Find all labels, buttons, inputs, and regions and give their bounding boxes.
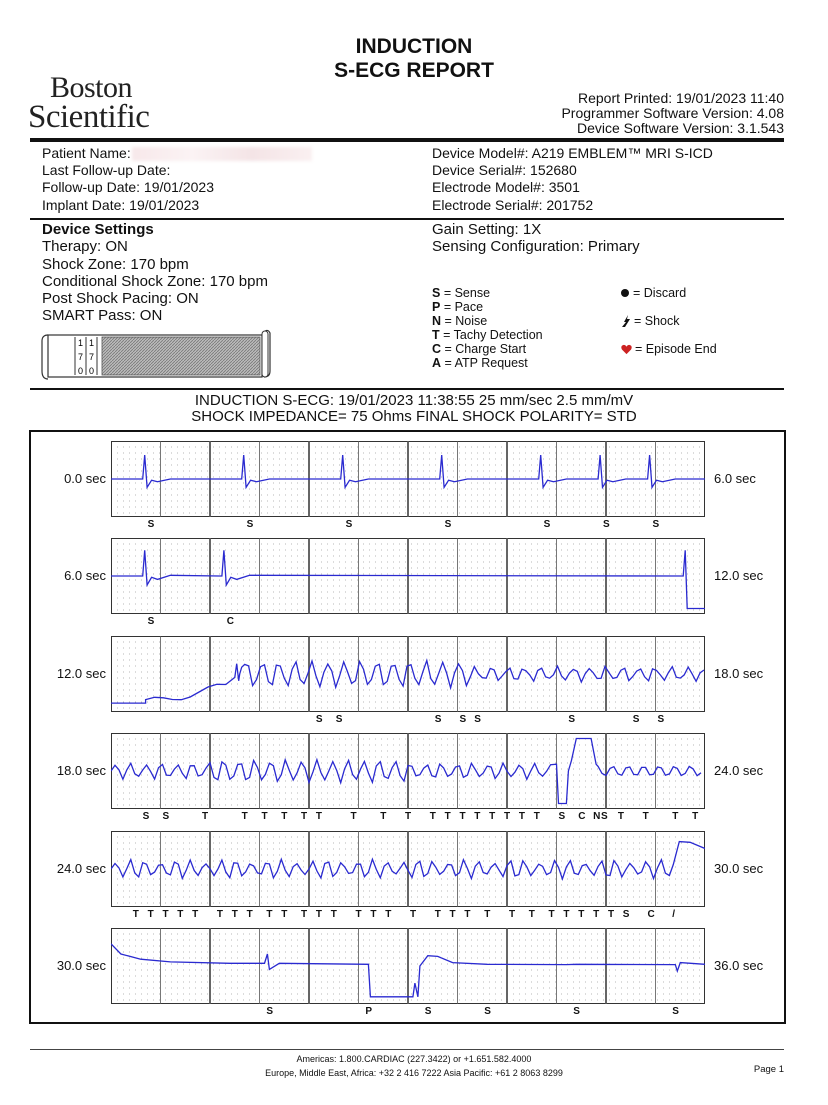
ecg-marker: P: [365, 1006, 373, 1017]
ecg-marker: T: [261, 811, 268, 822]
ecg-marker: T: [489, 811, 496, 822]
ecg-marker: T: [380, 811, 387, 822]
ecg-marker: S: [558, 811, 566, 822]
patient-name-label: Patient Name:: [42, 145, 131, 161]
scroll-digit-7a: 7: [78, 352, 84, 362]
ecg-trace-row: [111, 636, 705, 712]
legend-key: P: [432, 300, 441, 314]
legend-item: [432, 314, 543, 328]
legend-key: A: [432, 356, 442, 370]
row-end-time: 30.0 sec: [714, 861, 764, 876]
ecg-marker: T: [528, 909, 535, 920]
legend-text: = Sense: [440, 286, 491, 300]
ecg-marker: S: [444, 519, 452, 530]
logo-line1: Boston: [50, 71, 133, 104]
report-title-line2: S-ECG REPORT: [334, 59, 494, 82]
ecg-marker: T: [147, 909, 154, 920]
ecg-marker: T: [518, 811, 525, 822]
row-end-time: 36.0 sec: [714, 958, 764, 973]
programmer-software-version: Programmer Software Version: 4.08: [561, 105, 784, 121]
legend-text: = Charge Start: [441, 342, 527, 356]
ecg-marker: T: [281, 909, 288, 920]
scroll-digit-1a: 1: [78, 338, 84, 348]
page-number: Page 1: [753, 1064, 784, 1075]
ecg-marker: C: [226, 616, 235, 627]
therapy-setting: Therapy: ON: [42, 238, 128, 255]
ecg-marker: T: [434, 909, 441, 920]
strip-header-line2: SHOCK IMPEDANCE= 75 Ohms FINAL SHOCK POLARITY= STD: [191, 408, 637, 425]
ecg-marker: T: [429, 811, 436, 822]
ecg-marker: T: [385, 909, 392, 920]
ecg-marker: T: [617, 811, 624, 822]
ecg-marker: S: [246, 519, 254, 530]
patient-divider: [30, 218, 784, 220]
ecg-marker: T: [548, 909, 555, 920]
ecg-marker: T: [533, 811, 540, 822]
ecg-marker: S: [434, 714, 442, 725]
ecg-marker: T: [266, 909, 273, 920]
ecg-marker: S: [652, 519, 660, 530]
legend-shock-text: = Shock: [634, 314, 680, 328]
ecg-marker: S: [147, 616, 155, 627]
row-end-time: 12.0 sec: [714, 568, 764, 583]
legend-shock: [621, 314, 680, 328]
legend-text: = Noise: [441, 314, 488, 328]
ecg-marker: S: [315, 714, 323, 725]
ecg-marker: T: [504, 811, 511, 822]
scroll-digit-0a: 0: [78, 366, 84, 376]
ecg-marker: T: [370, 909, 377, 920]
ecg-marker: T: [350, 811, 357, 822]
ecg-marker: T: [355, 909, 362, 920]
discard-dot-icon: [621, 289, 629, 297]
ecg-marker: T: [484, 909, 491, 920]
ecg-marker: S: [266, 1006, 274, 1017]
sensing-configuration: Sensing Configuration: Primary: [432, 238, 640, 255]
legend-item: [432, 342, 543, 356]
legend-episode-end: [621, 342, 717, 356]
legend-discard: [621, 286, 686, 300]
ecg-marker: S: [147, 519, 155, 530]
ecg-marker: T: [162, 909, 169, 920]
boston-scientific-logo: [28, 71, 150, 135]
smart-pass-setting: SMART Pass: ON: [42, 307, 163, 324]
ecg-marker: S: [672, 1006, 679, 1017]
ecg-marker: T: [315, 811, 322, 822]
ecg-marker: T: [301, 909, 308, 920]
ecg-marker: T: [301, 811, 308, 822]
row-end-time: 24.0 sec: [714, 763, 764, 778]
ecg-marker: C: [578, 811, 586, 822]
ecg-marker: T: [642, 811, 649, 822]
ecg-trace-row: [111, 538, 705, 614]
electrode-model: Electrode Model#: 3501: [432, 179, 580, 195]
ecg-marker: T: [192, 909, 199, 920]
implant-date: Implant Date: 19/01/2023: [42, 197, 200, 213]
legend-discard-text: = Discard: [633, 286, 687, 300]
ecg-trace-row: [111, 441, 705, 517]
device-serial: Device Serial#: 152680: [432, 162, 577, 178]
legend-key: S: [432, 286, 441, 300]
ecg-marker: T: [444, 811, 451, 822]
ecg-trace-row: [111, 831, 705, 907]
ecg-marker: T: [405, 811, 412, 822]
redacted-patient-name: [132, 147, 312, 161]
post-shock-pacing-setting: Post Shock Pacing: ON: [42, 290, 199, 307]
ecg-waveform: [111, 739, 701, 804]
ecg-marker: T: [593, 909, 600, 920]
ecg-marker: S: [162, 811, 170, 822]
ecg-marker: S: [622, 909, 630, 920]
legend-text: = Pace: [440, 300, 484, 314]
ecg-marker: T: [692, 811, 699, 822]
strip-header-line1: INDUCTION S-ECG: 19/01/2023 11:38:55 25 mm/sec 2.5 mm/mV: [194, 392, 634, 409]
ecg-marker: /: [672, 909, 676, 920]
device-model: Device Model#: A219 EMBLEM™ MRI S-ICD: [432, 145, 713, 161]
ecg-marker: S: [543, 519, 551, 530]
ecg-marker: T: [216, 909, 223, 920]
ecg-marker: S: [632, 714, 640, 725]
header-divider: [30, 138, 784, 142]
ecg-marker: C: [647, 909, 655, 920]
ecg-marker: T: [231, 909, 238, 920]
ecg-marker: S: [573, 1006, 580, 1017]
ecg-marker: T: [607, 909, 615, 920]
ecg-marker: T: [563, 909, 570, 920]
shock-zone-setting: Shock Zone: 170 bpm: [42, 256, 189, 273]
report-title-line1: INDUCTION: [355, 35, 473, 58]
ecg-marker: N: [593, 811, 601, 822]
ecg-marker: S: [603, 519, 610, 530]
legend-key: T: [432, 328, 440, 342]
ecg-marker: T: [202, 811, 209, 822]
row-start-time: 0.0 sec: [64, 471, 106, 486]
episode-scroll-graphic: [40, 325, 272, 383]
ecg-marker: T: [409, 909, 417, 920]
last-followup-date: Last Follow-up Date:: [42, 162, 171, 178]
ecg-marker: T: [464, 909, 471, 920]
gain-setting: Gain Setting: 1X: [432, 221, 542, 238]
ecg-marker: T: [474, 811, 481, 822]
scroll-digit-7b: 7: [89, 352, 95, 362]
ecg-marker: T: [578, 909, 585, 920]
logo-line2: Scientific: [28, 99, 150, 135]
ecg-marker: T: [241, 811, 248, 822]
row-end-time: 18.0 sec: [714, 666, 764, 681]
electrode-serial: Electrode Serial#: 201752: [432, 197, 594, 213]
ecg-marker: S: [601, 811, 608, 822]
legend-text: = Tachy Detection: [439, 328, 543, 342]
episode-end-heart-icon: [621, 344, 632, 355]
legend-item: [432, 300, 543, 314]
legend-episode-end-text: = Episode End: [635, 342, 717, 356]
ecg-marker: S: [424, 1006, 432, 1017]
row-end-time: 6.0 sec: [714, 471, 756, 486]
shock-bolt-icon: [621, 315, 631, 327]
ecg-marker: T: [330, 909, 337, 920]
row-start-time: 24.0 sec: [56, 861, 106, 876]
legend-item: [432, 356, 543, 370]
footer-divider: [30, 1049, 784, 1050]
footer-americas: Americas: 1.800.CARDIAC (227.3422) or +1.651.582.4000: [296, 1054, 532, 1064]
legend-item: [432, 286, 543, 300]
footer-international: Europe, Middle East, Africa: +32 2 416 7222 Asia Pacific: +61 2 8063 8299: [265, 1068, 563, 1078]
legend-key: C: [432, 342, 442, 356]
ecg-marker: S: [484, 1006, 491, 1017]
ecg-marker: T: [449, 909, 456, 920]
row-start-time: 12.0 sec: [56, 666, 106, 681]
legend-key: N: [432, 314, 442, 328]
ecg-marker: T: [459, 811, 466, 822]
ecg-trace-row: [111, 733, 705, 809]
followup-date: Follow-up Date: 19/01/2023: [42, 179, 214, 195]
ecg-marker: T: [281, 811, 288, 822]
ecg-marker: T: [315, 909, 322, 920]
legend-item: [432, 328, 543, 342]
ecg-marker: T: [132, 909, 139, 920]
row-start-time: 6.0 sec: [64, 568, 106, 583]
ecg-trace-row: [111, 928, 705, 1004]
device-software-version: Device Software Version: 3.1.543: [576, 120, 784, 136]
row-start-time: 18.0 sec: [56, 763, 106, 778]
ecg-marker: T: [177, 909, 184, 920]
ecg-marker: S: [335, 714, 343, 725]
ecg-marker: S: [568, 714, 576, 725]
ecg-marker: T: [672, 811, 679, 822]
row-start-time: 30.0 sec: [56, 958, 106, 973]
report-printed: Report Printed: 19/01/2023 11:40: [577, 90, 784, 106]
scroll-digit-1b: 1: [89, 338, 95, 348]
ecg-marker: S: [459, 714, 467, 725]
settings-divider: [30, 388, 784, 390]
ecg-marker: S: [345, 519, 353, 530]
marker-legend: [432, 286, 543, 370]
ecg-marker: S: [142, 811, 150, 822]
scroll-digit-0b: 0: [89, 366, 95, 376]
device-settings-heading: Device Settings: [42, 221, 154, 238]
ecg-marker: T: [508, 909, 516, 920]
legend-text: = ATP Request: [441, 356, 528, 370]
conditional-shock-zone-setting: Conditional Shock Zone: 170 bpm: [42, 273, 268, 290]
ecg-marker: S: [474, 714, 481, 725]
ecg-marker: T: [246, 909, 253, 920]
ecg-marker: S: [657, 714, 665, 725]
